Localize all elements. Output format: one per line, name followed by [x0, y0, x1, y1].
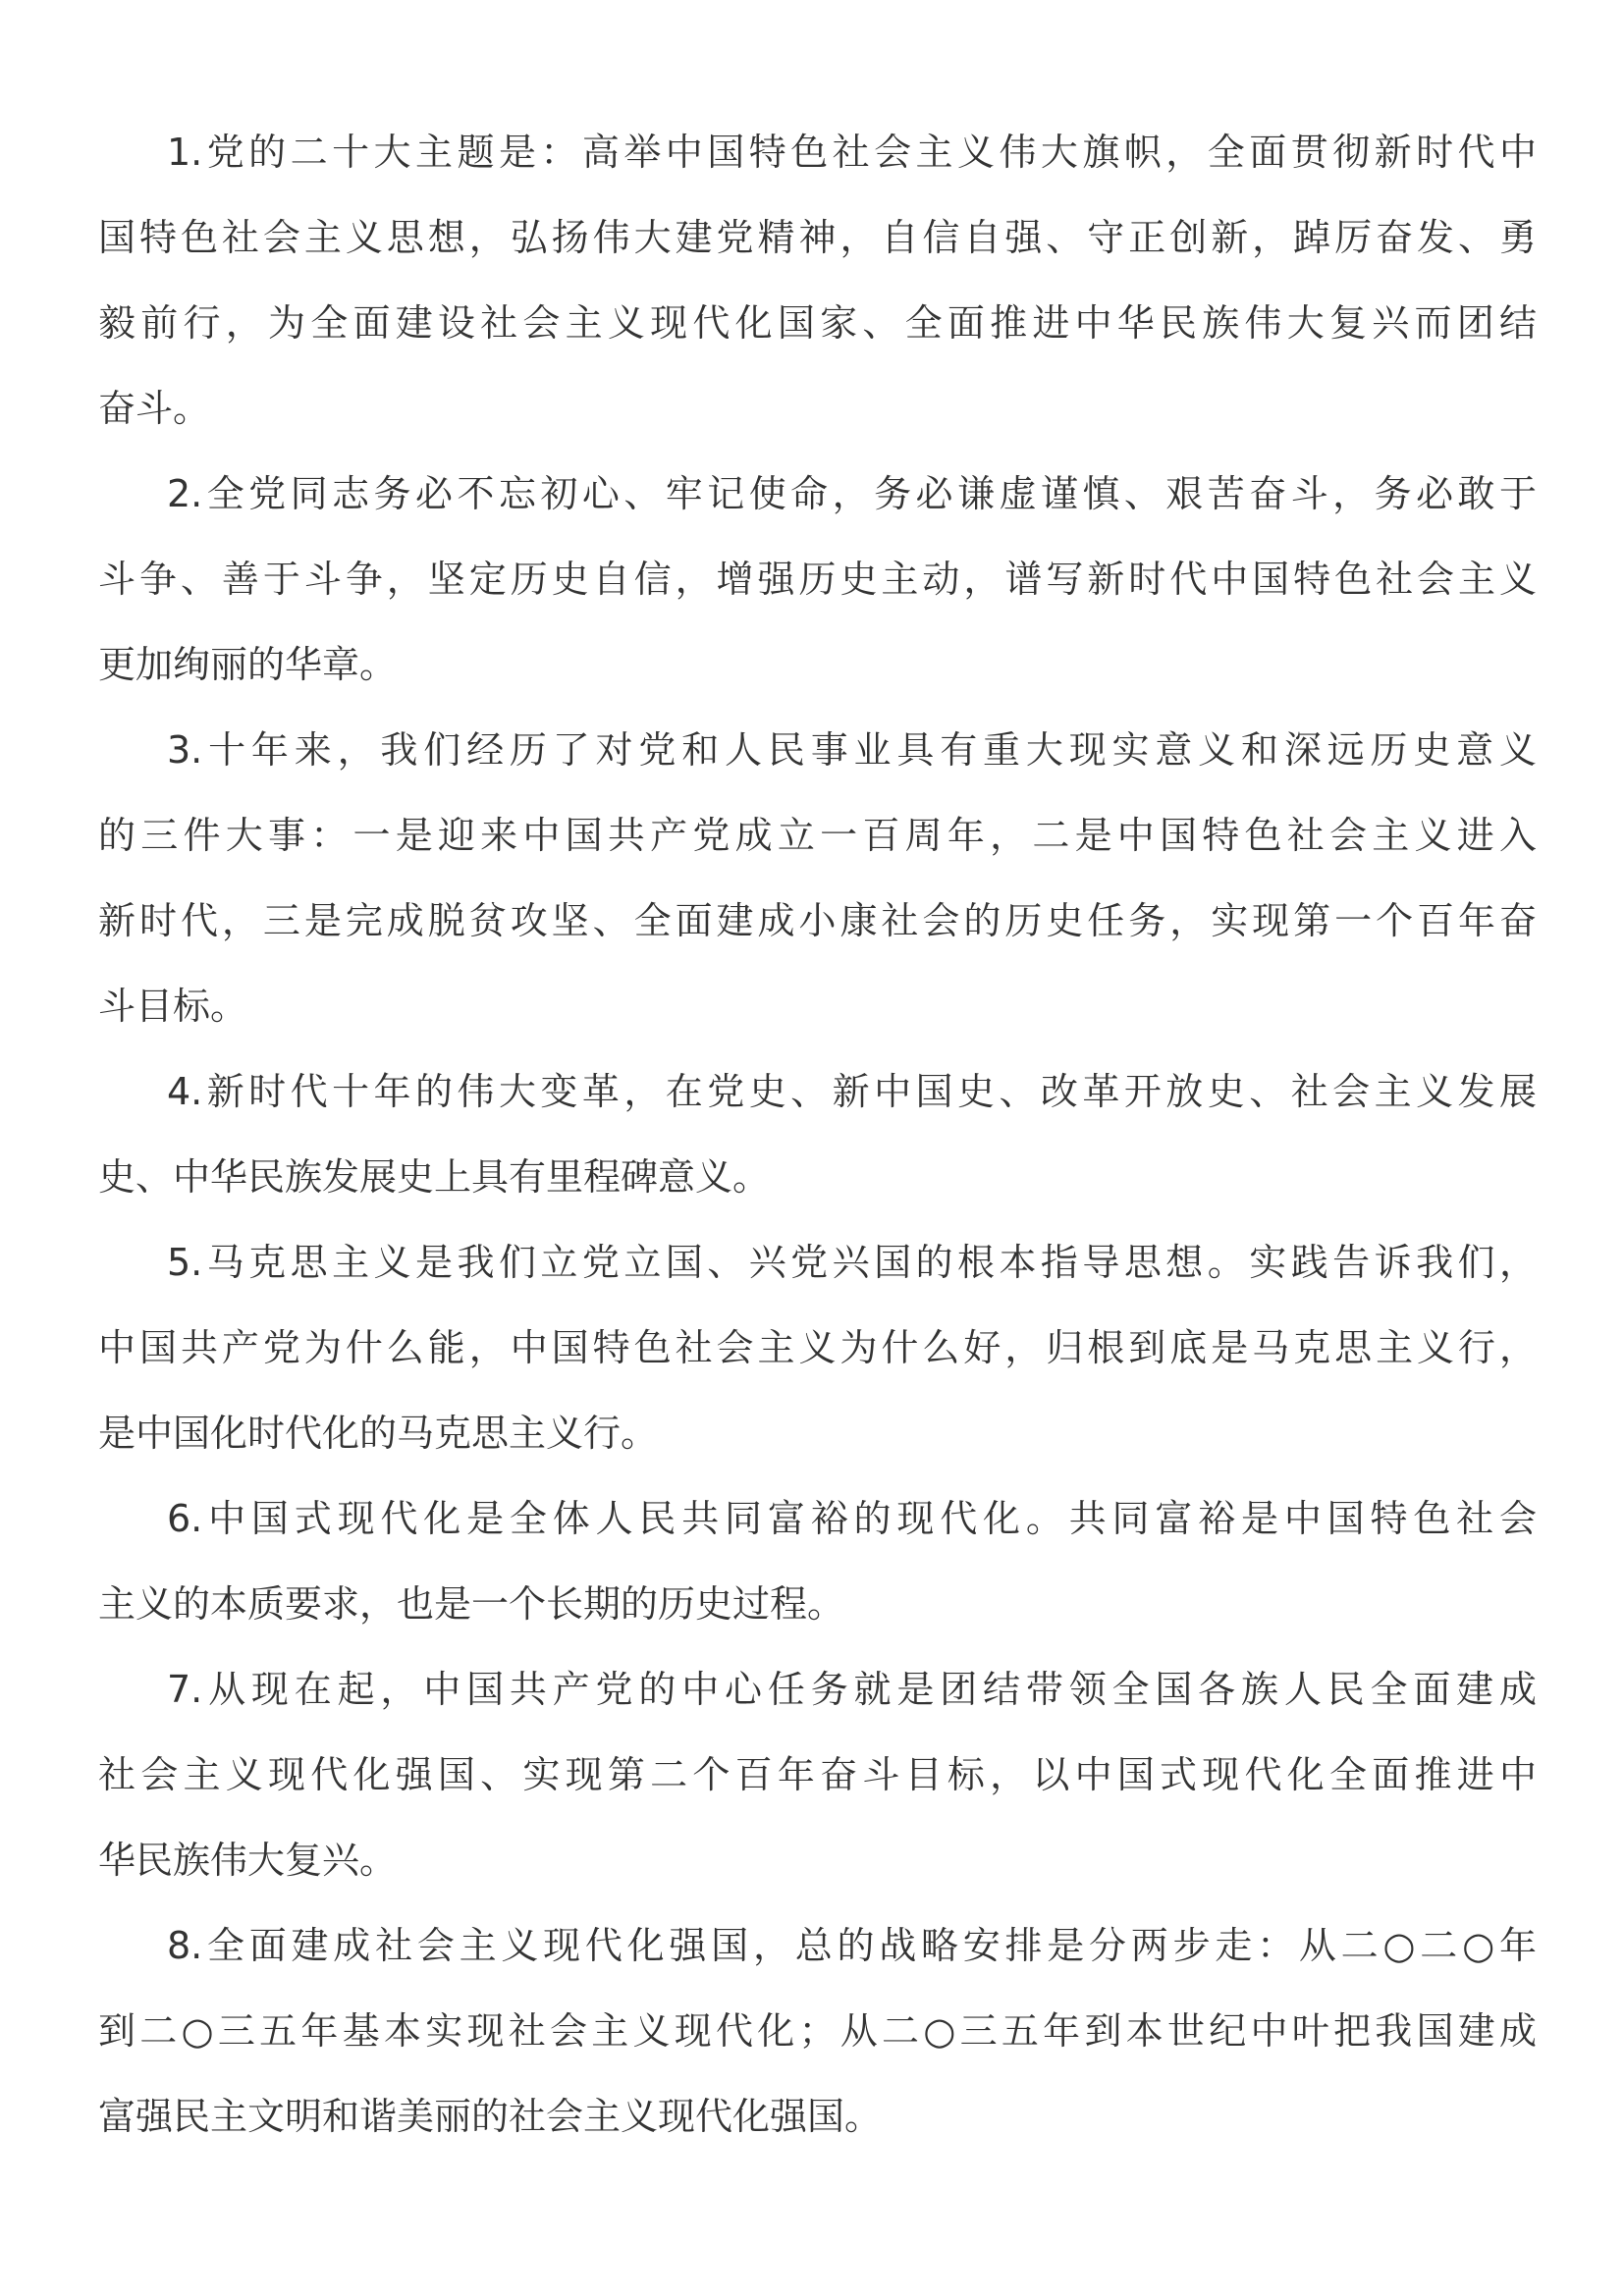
paragraph-3 [98, 728, 1537, 1070]
paragraph-line: 1.党的二十大主题是：高举中国特色社会主义伟大旗帜，全面贯彻新时代中 [167, 131, 1537, 174]
paragraph-line: 8.全面建成社会主义现代化强国，总的战略安排是分两步走：从二○二○年 [167, 1924, 1537, 1967]
paragraph-line: 新时代，三是完成脱贫攻坚、全面建成小康社会的历史任务，实现第一个百年奋 [98, 899, 1537, 942]
paragraph-line: 华民族伟大复兴。 [98, 1839, 398, 1882]
document-body [98, 131, 1537, 2180]
paragraph-line: 7.从现在起，中国共产党的中心任务就是团结带领全国各族人民全面建成 [167, 1668, 1537, 1711]
paragraph-line: 斗目标。 [98, 985, 248, 1028]
paragraph-line: 到二○三五年基本实现社会主义现代化；从二○三五年到本世纪中叶把我国建成 [98, 2009, 1537, 2053]
paragraph-line: 社会主义现代化强国、实现第二个百年奋斗目标，以中国式现代化全面推进中 [98, 1753, 1537, 1796]
paragraph-line: 国特色社会主义思想，弘扬伟大建党精神，自信自强、守正创新，踔厉奋发、勇 [98, 216, 1537, 259]
paragraph-4 [98, 1070, 1537, 1241]
paragraph-1 [98, 131, 1537, 472]
paragraph-line: 4.新时代十年的伟大变革，在党史、新中国史、改革开放史、社会主义发展 [167, 1070, 1537, 1113]
paragraph-line: 富强民主文明和谐美丽的社会主义现代化强国。 [98, 2095, 883, 2138]
paragraph-line: 6.中国式现代化是全体人民共同富裕的现代化。共同富裕是中国特色社会 [167, 1497, 1537, 1540]
paragraph-line: 3.十年来，我们经历了对党和人民事业具有重大现实意义和深远历史意义 [167, 728, 1537, 772]
paragraph-line: 奋斗。 [98, 387, 211, 430]
paragraph-line: 更加绚丽的华章。 [98, 643, 398, 686]
paragraph-6 [98, 1497, 1537, 1668]
paragraph-5 [98, 1241, 1537, 1497]
paragraph-line: 斗争、善于斗争，坚定历史自信，增强历史主动，谱写新时代中国特色社会主义 [98, 558, 1537, 601]
paragraph-7 [98, 1668, 1537, 1924]
paragraph-line: 中国共产党为什么能，中国特色社会主义为什么好，归根到底是马克思主义行， [98, 1326, 1537, 1369]
paragraph-line: 的三件大事：一是迎来中国共产党成立一百周年，二是中国特色社会主义进入 [98, 814, 1537, 857]
paragraph-line: 主义的本质要求，也是一个长期的历史过程。 [98, 1582, 845, 1626]
paragraph-2 [98, 472, 1537, 728]
paragraph-line: 5.马克思主义是我们立党立国、兴党兴国的根本指导思想。实践告诉我们， [167, 1241, 1537, 1284]
paragraph-line: 毅前行，为全面建设社会主义现代化国家、全面推进中华民族伟大复兴而团结 [98, 301, 1537, 345]
paragraph-8 [98, 1924, 1537, 2180]
paragraph-line: 2.全党同志务必不忘初心、牢记使命，务必谦虚谨慎、艰苦奋斗，务必敢于 [167, 472, 1537, 515]
paragraph-line: 史、中华民族发展史上具有里程碑意义。 [98, 1155, 771, 1199]
paragraph-line: 是中国化时代化的马克思主义行。 [98, 1412, 659, 1455]
